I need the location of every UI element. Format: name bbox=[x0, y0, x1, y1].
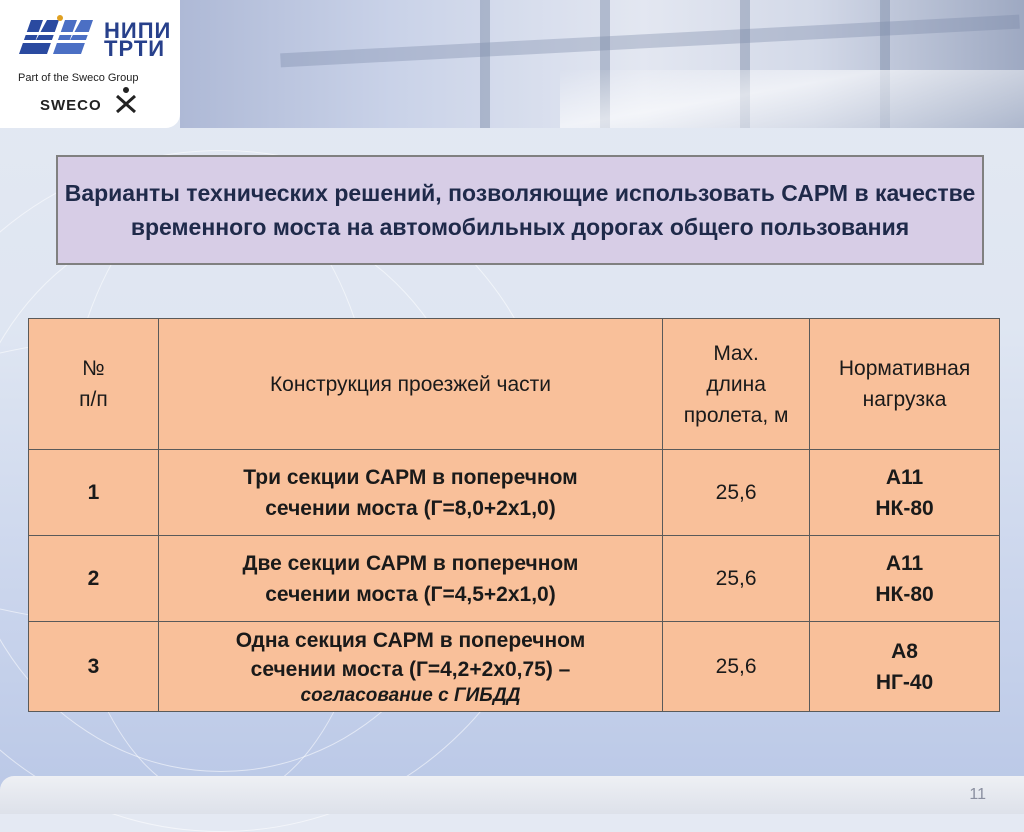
row-load: А11 НК-80 bbox=[810, 450, 1000, 536]
row-num: 1 bbox=[29, 450, 159, 536]
logo-text: НИПИ bbox=[104, 18, 172, 43]
company-logo bbox=[0, 0, 180, 128]
nipi-trti-logo-icon bbox=[17, 14, 103, 56]
row-span: 25,6 bbox=[663, 536, 810, 622]
row-span: 25,6 bbox=[663, 450, 810, 536]
row-construction: Одна секция САРМ в поперечном сечении моста (Г=4,2+2х0,75) – согласование с ГИБДД bbox=[158, 622, 662, 712]
table-header-row bbox=[29, 319, 1000, 450]
slide-title: Варианты технических решений, позволяющие использовать САРМ в качестве временного моста на автомобильных дорогах общего пользования bbox=[64, 180, 976, 240]
solutions-table bbox=[28, 318, 1000, 712]
row-construction: Две секции САРМ в поперечном сечении моста (Г=4,5+2х1,0) bbox=[158, 536, 662, 622]
header-num: № п/п bbox=[29, 319, 159, 450]
group-caption: Part of the Sweco Group bbox=[18, 72, 139, 84]
row-span: 25,6 bbox=[663, 622, 810, 712]
row-construction: Три секции САРМ в поперечном сечении моста (Г=8,0+2х1,0) bbox=[158, 450, 662, 536]
row-load: А11 НК-80 bbox=[810, 536, 1000, 622]
row-load: А8 НГ-40 bbox=[810, 622, 1000, 712]
header-bridge-photo bbox=[180, 0, 1024, 128]
table-row bbox=[29, 450, 1000, 536]
header-span: Max. длина пролета, м bbox=[663, 319, 810, 450]
row-num: 2 bbox=[29, 536, 159, 622]
table-row bbox=[29, 536, 1000, 622]
header-construction: Конструкция проезжей части bbox=[158, 319, 662, 450]
sweco-logo-icon bbox=[114, 86, 138, 114]
header-load: Нормативная нагрузка bbox=[810, 319, 1000, 450]
row-num: 3 bbox=[29, 622, 159, 712]
footer-band bbox=[0, 776, 1024, 814]
sweco-wordmark: SWECO bbox=[40, 97, 102, 114]
logo-text: ТРТИ bbox=[104, 36, 166, 61]
slide-title-box bbox=[56, 155, 984, 265]
table-row bbox=[29, 622, 1000, 712]
row-note: согласование с ГИБДД bbox=[300, 684, 521, 706]
page-number: 11 bbox=[969, 786, 986, 803]
